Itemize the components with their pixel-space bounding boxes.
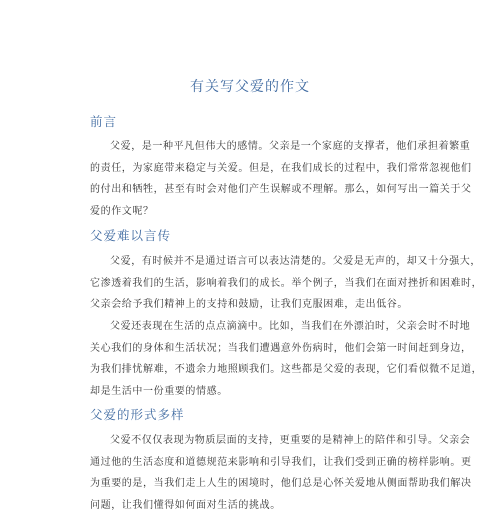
paragraph-line: 为我们排忧解难，不遗余力地照顾我们。这些都是父爱的表现，它们看似微不足道， [90, 364, 483, 375]
paragraph-line: 父爱还表现在生活的点点滴滴中。比如，当我们在外漂泊时，父亲会时不时地 [110, 321, 471, 332]
paragraph-line: 关心我们的身体和生活状况；当我们遭遇意外伤病时，他们会第一时间赶到身边， [90, 342, 472, 354]
paragraph-line: 父爱，是一种平凡但伟大的感情。父亲是一个家庭的支撑者，他们承担着繁重 [110, 141, 471, 152]
paragraph-line: 它渗透着我们的生活，影响着我们的成长。举个例子，当我们在面对挫折和困难时， [90, 277, 483, 289]
section-heading-unspoken: 父爱难以言传 [90, 228, 172, 243]
paragraph-line: 父爱，有时候并不是通过语言可以表达清楚的。父爱是无声的，却又十分强大， [110, 256, 481, 267]
section-heading-preface: 前言 [90, 114, 118, 129]
paragraph-line: 的付出和牺牲，甚至有时会对他们产生误解或不理解。那么，如何写出一篇关于父 [90, 184, 472, 195]
paragraph-line: 问题，让我们懂得如何面对生活的挑战。 [90, 499, 281, 511]
paragraph-line: 父亲会给予我们精神上的支持和鼓励，让我们克服困难，走出低谷。 [90, 299, 408, 310]
paragraph-line: 父爱不仅仅表现为物质层面的支持，更重要的是精神上的陪伴和引导。父亲会 [110, 435, 471, 446]
page-title: 有关写父爱的作文 [190, 79, 310, 95]
section-heading-forms: 父爱的形式多样 [90, 407, 185, 422]
paragraph-line: 通过他的生活态度和道德规范来影响和引导我们，让我们受到正确的榜样影响。更 [90, 456, 472, 468]
paragraph [90, 251, 483, 316]
paragraph [90, 316, 483, 402]
paragraph-line: 为重要的是，当我们走上人生的困境时，他们总是心怀关爱地从侧面帮助我们解决 [90, 478, 472, 489]
paragraph [90, 136, 472, 222]
paragraph [90, 430, 472, 516]
paragraph-line: 的责任，为家庭带来稳定与关爱。但是，在我们成长的过程中，我们常常忽视他们 [90, 162, 472, 174]
paragraph-line: 却是生活中一份重要的情感。 [90, 385, 228, 397]
paragraph-line: 爱的作文呢？ [90, 205, 154, 217]
